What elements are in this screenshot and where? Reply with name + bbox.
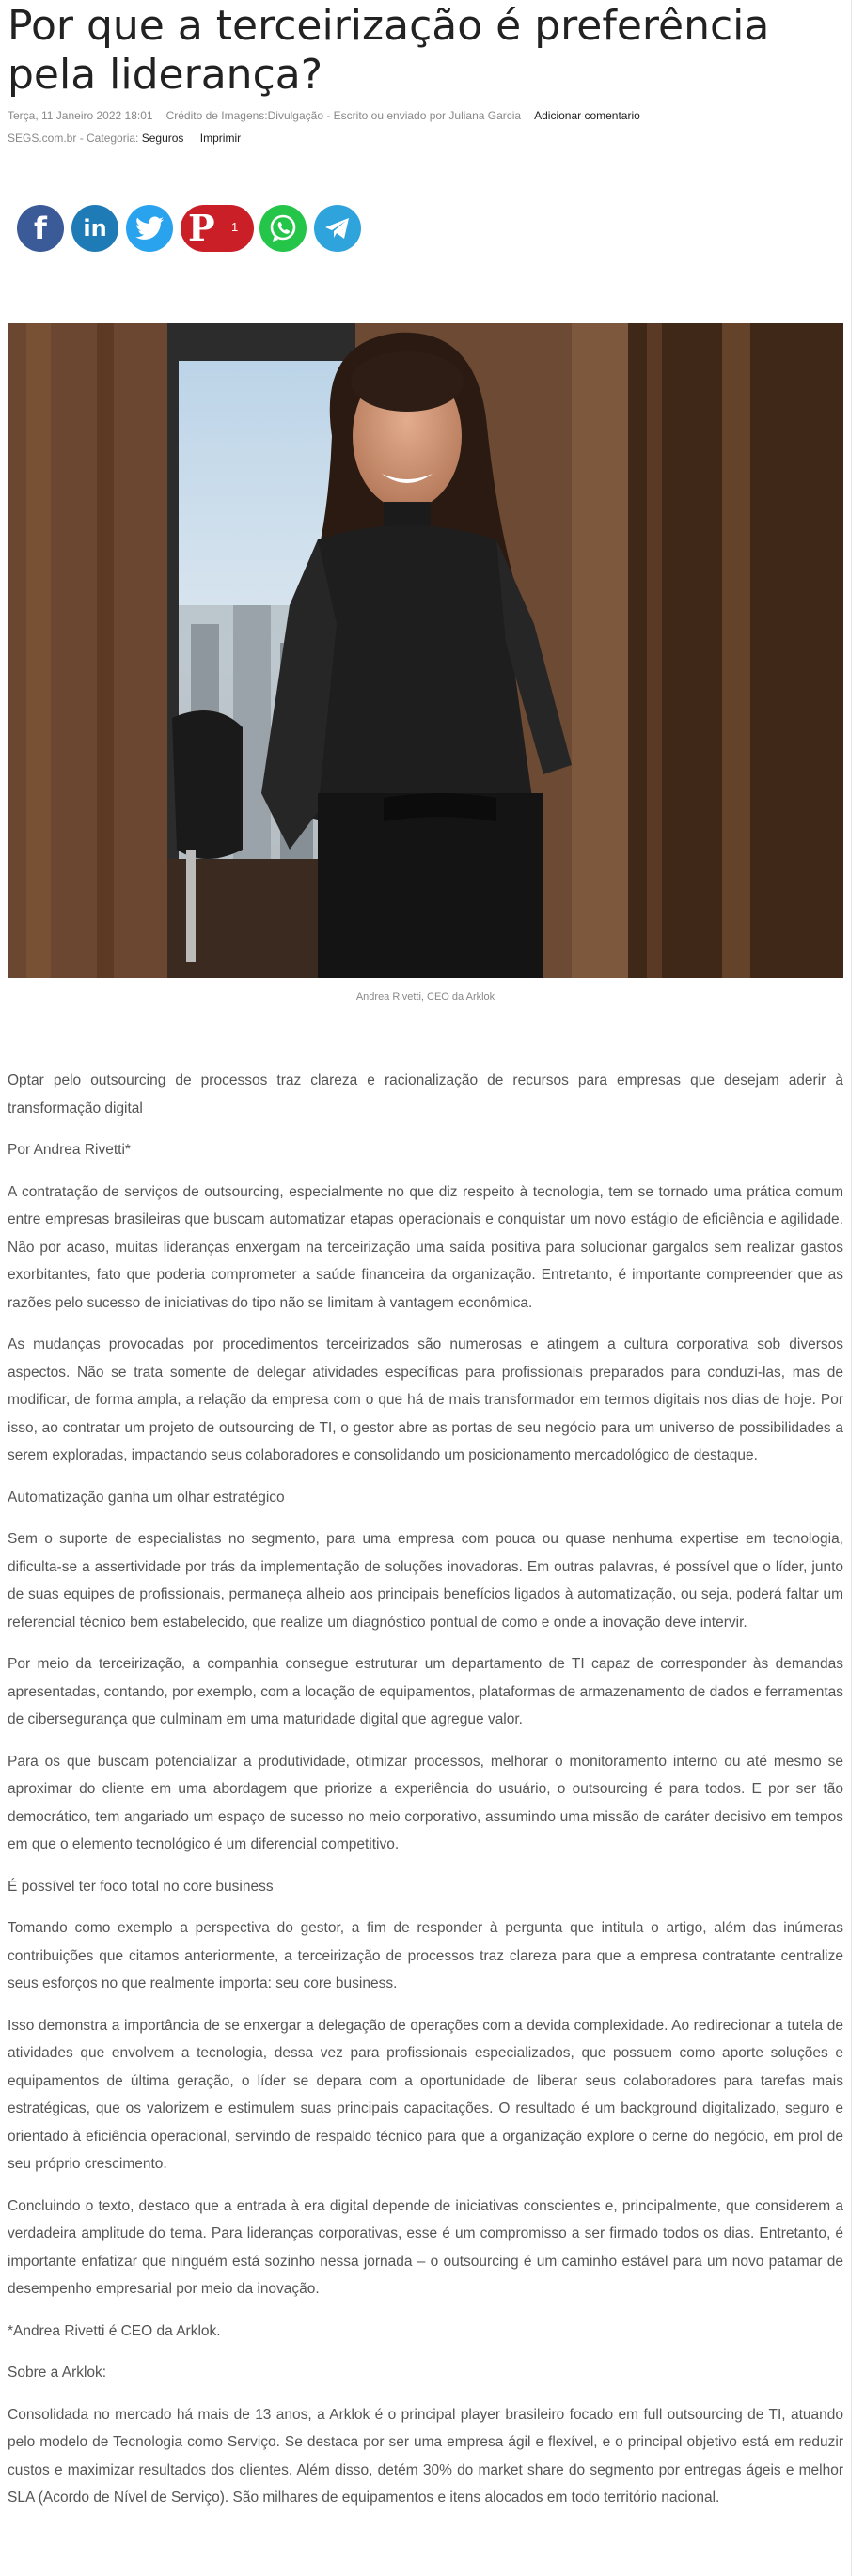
telegram-share-button[interactable] <box>314 205 361 252</box>
twitter-icon <box>135 216 164 241</box>
facebook-share-button[interactable] <box>17 205 64 252</box>
image-credit: Crédito de Imagens:Divulgação - Escrito ou enviado por Juliana Garcia <box>165 109 522 122</box>
article-body <box>8 1067 843 2526</box>
publish-date: Terça, 11 Janeiro 2022 18:01 <box>8 109 153 122</box>
article-paragraph: Concluindo o texto, destaco que a entrada à era digital depende de iniciativas conscientes e, principalmente, que considerem a verdadeira amplitude do tema. Para lideranças corporativas, esse é um compromisso a ser firmado todos os dias. Entretanto, é importante enfatizar que ninguém está sozinho nessa jornada – o outsourcing é um caminho estável para um novo patamar de desempenho empresarial por meio da inovação. <box>8 2197 843 2297</box>
article-paragraph: Sem o suporte de especialistas no segmento, para uma empresa com pouca ou quase nenhuma expertise em tecnologia, dificulta-se a assertividade por trás da implementação de soluções inovadoras. Em outras palavras, é possível que o líder, junto de suas equipes de profissionais, permaneça alheio aos principais benefícios ligados à automatização, ou seja, poderá faltar um referencial técnico bem estabelecido, que realize um diagnóstico pontual de como e onde a inovação deve intervir. <box>8 1531 843 1631</box>
pinterest-icon: P <box>188 207 215 249</box>
article-paragraph: Optar pelo outsourcing de processos traz clareza e racionalização de recursos para empresas que desejam aderir à transformação digital <box>8 1072 843 1116</box>
article-photo <box>8 323 843 978</box>
facebook-icon: f <box>34 211 47 246</box>
pinterest-share-count: 1 <box>231 220 239 234</box>
article-paragraph: Sobre a Arklok: <box>8 2365 107 2381</box>
article-paragraph: Para os que buscam potencializar a produtividade, otimizar processos, melhorar o monitoramento interno ou até mesmo se aproximar do cliente em uma abordagem que priorize a experiência do usuário, o outsourcing é para todos. E por ser tão democrático, tem angariado um espaço de sucesso no meio corporativo, assumindo uma missão de caráter decisivo em tempos em que o elemento tecnológico é um diferencial competitivo. <box>8 1753 843 1852</box>
article-category-line <box>8 132 241 145</box>
image-caption: Andrea Rivetti, CEO da Arklok <box>355 991 495 1003</box>
article-paragraph: Isso demonstra a importância de se enxergar a delegação de operações com a devida complexidade. Ao redirecionar a tutela de atividades que envolvem a tecnologia, dessa vez para profissionais especializados, que possuem como aporte soluções e equipamentos de última geração, o líder se depara com a oportunidade de liberar seus colaboradores para tarefas mais estratégicas, que os valorizem e estimulem suas principais capacitações. O resultado é um background digitalizado, seguro e orientado à eficiência operacional, servindo de respaldo técnico para que a organização explore o cerne do negócio, em prol de seu próprio crescimento. <box>8 2017 843 2172</box>
pinterest-share-button[interactable] <box>181 205 254 252</box>
print-link[interactable]: Imprimir <box>199 132 242 145</box>
article-paragraph: Por meio da terceirização, a companhia consegue estruturar um departamento de TI capaz de corresponder às demandas apresentadas, contando, por exemplo, com a locação de equipamentos, plataformas de armazenamento de dados e ferramentas de cibersegurança que culminam em uma maturidade digital que agregue valor. <box>8 1656 843 1727</box>
linkedin-icon: in <box>83 215 107 242</box>
article-paragraph: *Andrea Rivetti é CEO da Arklok. <box>8 2322 221 2339</box>
linkedin-share-button[interactable] <box>71 205 118 252</box>
article-paragraph: As mudanças provocadas por procedimentos terceirizados são numerosas e atingem a cultura corporativa sob diversos aspectos. Não se trata somente de delegar atividades específicas para profissionais preparados para conduzi-las, mas de modificar, de forma ampla, a relação da empresa com o que há de mais transformador em termos digitais nos dias de hoje. Por isso, ao contratar um projeto de outsourcing de TI, o gestor abre as portas de seu negócio para um universo de possibilidades a serem exploradas, impactando seus colaboradores e consolidando um posicionamento mercadológico de destaque. <box>8 1336 843 1463</box>
article-title: Por que a terceirização é preferência pela liderança? <box>8 2 770 99</box>
article-subheading: Automatização ganha um olhar estratégico <box>8 1489 285 1506</box>
article-paragraph: Por Andrea Rivetti* <box>8 1142 131 1158</box>
ceo-portrait-image <box>8 323 843 978</box>
article-paragraph: A contratação de serviços de outsourcing, especialmente no que diz respeito à tecnologia, tem se tornado uma prática comum entre empresas brasileiras que buscam automatizar etapas operacionais e conquistar um novo estágio de eficiência e agilidade. Não por acaso, muitas lideranças enxergam na terceirização uma saída positiva para solucionar gargalos sem realizar gastos exorbitantes, fato que poderia comprometer a saúde financeira da organização. Entretanto, é importante compreender que as razões pelo sucesso de iniciativas do tipo não se limitam à vantagem econômica. <box>8 1183 843 1311</box>
article-paragraph: Tomando como exemplo a perspectiva do gestor, a fim de responder à pergunta que intitula o artigo, além das inúmeras contribuições que citamos anteriormente, a terceirização de processos traz clareza para que a empresa contratante centralize seus esforços no que realmente importa: seu core business. <box>8 1920 843 1991</box>
article-meta <box>8 109 640 122</box>
twitter-share-button[interactable] <box>126 205 173 252</box>
article-subheading: É possível ter foco total no core business <box>8 1878 274 1895</box>
add-comment-link[interactable]: Adicionar comentario <box>534 109 640 122</box>
category-link[interactable]: Seguros <box>141 132 184 145</box>
whatsapp-icon <box>267 212 299 244</box>
article-paragraph: Consolidada no mercado há mais de 13 anos, a Arklok é o principal player brasileiro focado em full outsourcing de TI, atuando pelo modelo de Tecnologia como Serviço. Se destaca por ser uma empresa ágil e flexível, e o principal objetivo está em reduzir custos e maximizar resultados dos clientes. Além disso, detém 30% do market share do segmento por entregas ágeis e melhor SLA (Acordo de Nível de Serviço). São milhares de equipamentos e itens alocados em todo território nacional. <box>8 2406 843 2506</box>
site-category-label: SEGS.com.br - Categoria: <box>8 132 139 145</box>
whatsapp-share-button[interactable] <box>260 205 307 252</box>
telegram-icon <box>323 216 352 241</box>
